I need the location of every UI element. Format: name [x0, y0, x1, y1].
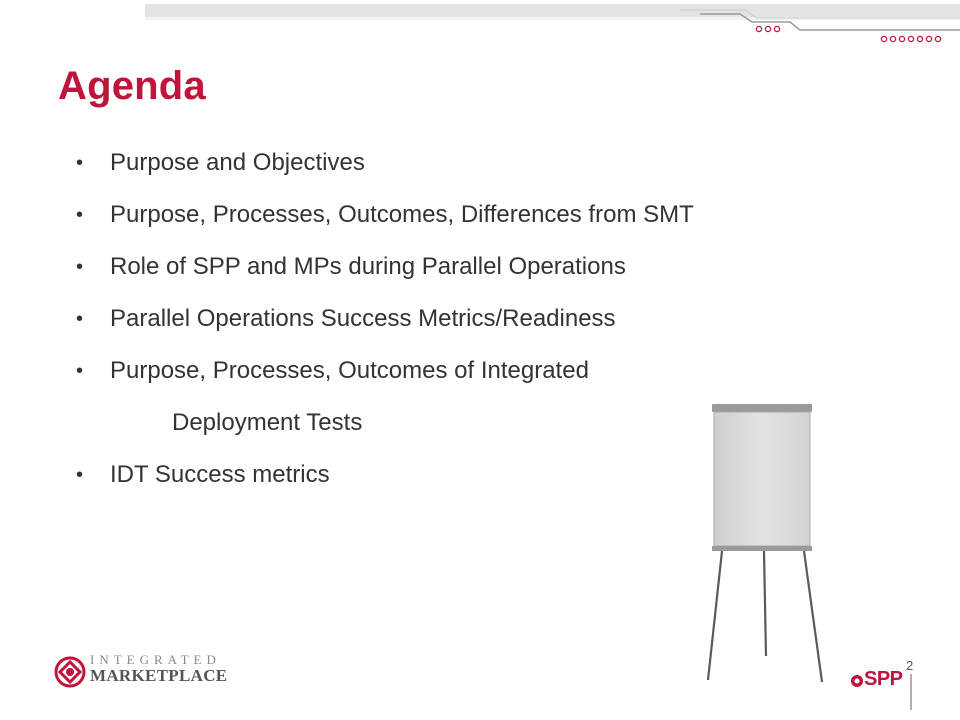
page-number-divider — [910, 674, 912, 710]
agenda-item-text: Purpose and Objectives — [110, 149, 365, 176]
agenda-item-text: Deployment Tests — [172, 409, 363, 436]
top-decoration — [0, 0, 960, 50]
integrated-marketplace-logo — [54, 652, 244, 692]
page-number: 2 — [906, 658, 914, 673]
bullet-dot: • — [76, 308, 84, 330]
agenda-item-text: Purpose, Processes, Outcomes, Differences from SMT — [110, 201, 694, 228]
bullet-dot: • — [76, 360, 84, 382]
agenda-item-text: Purpose, Processes, Outcomes of Integrated — [110, 357, 589, 384]
logo-line-1: INTEGRATED — [90, 652, 221, 667]
agenda-item-text: Parallel Operations Success Metrics/Readiness — [110, 305, 616, 332]
agenda-item-text: IDT Success metrics — [110, 461, 330, 488]
bullet-dot: • — [76, 152, 84, 174]
spp-logo-icon — [850, 674, 864, 688]
spp-logo-text: SPP — [864, 668, 903, 690]
integrated-marketplace-logo-icon — [54, 656, 86, 688]
agenda-item-text: Role of SPP and MPs during Parallel Operations — [110, 253, 626, 280]
agenda-item — [76, 296, 836, 348]
agenda-item — [76, 192, 836, 244]
agenda-item — [76, 140, 836, 192]
logo-line-2: MARKETPLACE — [90, 666, 228, 685]
slide-title: Agenda — [58, 64, 206, 108]
agenda-item — [76, 348, 836, 400]
flipchart-easel-icon — [698, 398, 828, 688]
spp-logo — [850, 664, 910, 694]
bullet-dot: • — [76, 256, 84, 278]
bullet-dot: • — [76, 204, 84, 226]
bullet-dot: • — [76, 464, 84, 486]
agenda-item — [76, 244, 836, 296]
